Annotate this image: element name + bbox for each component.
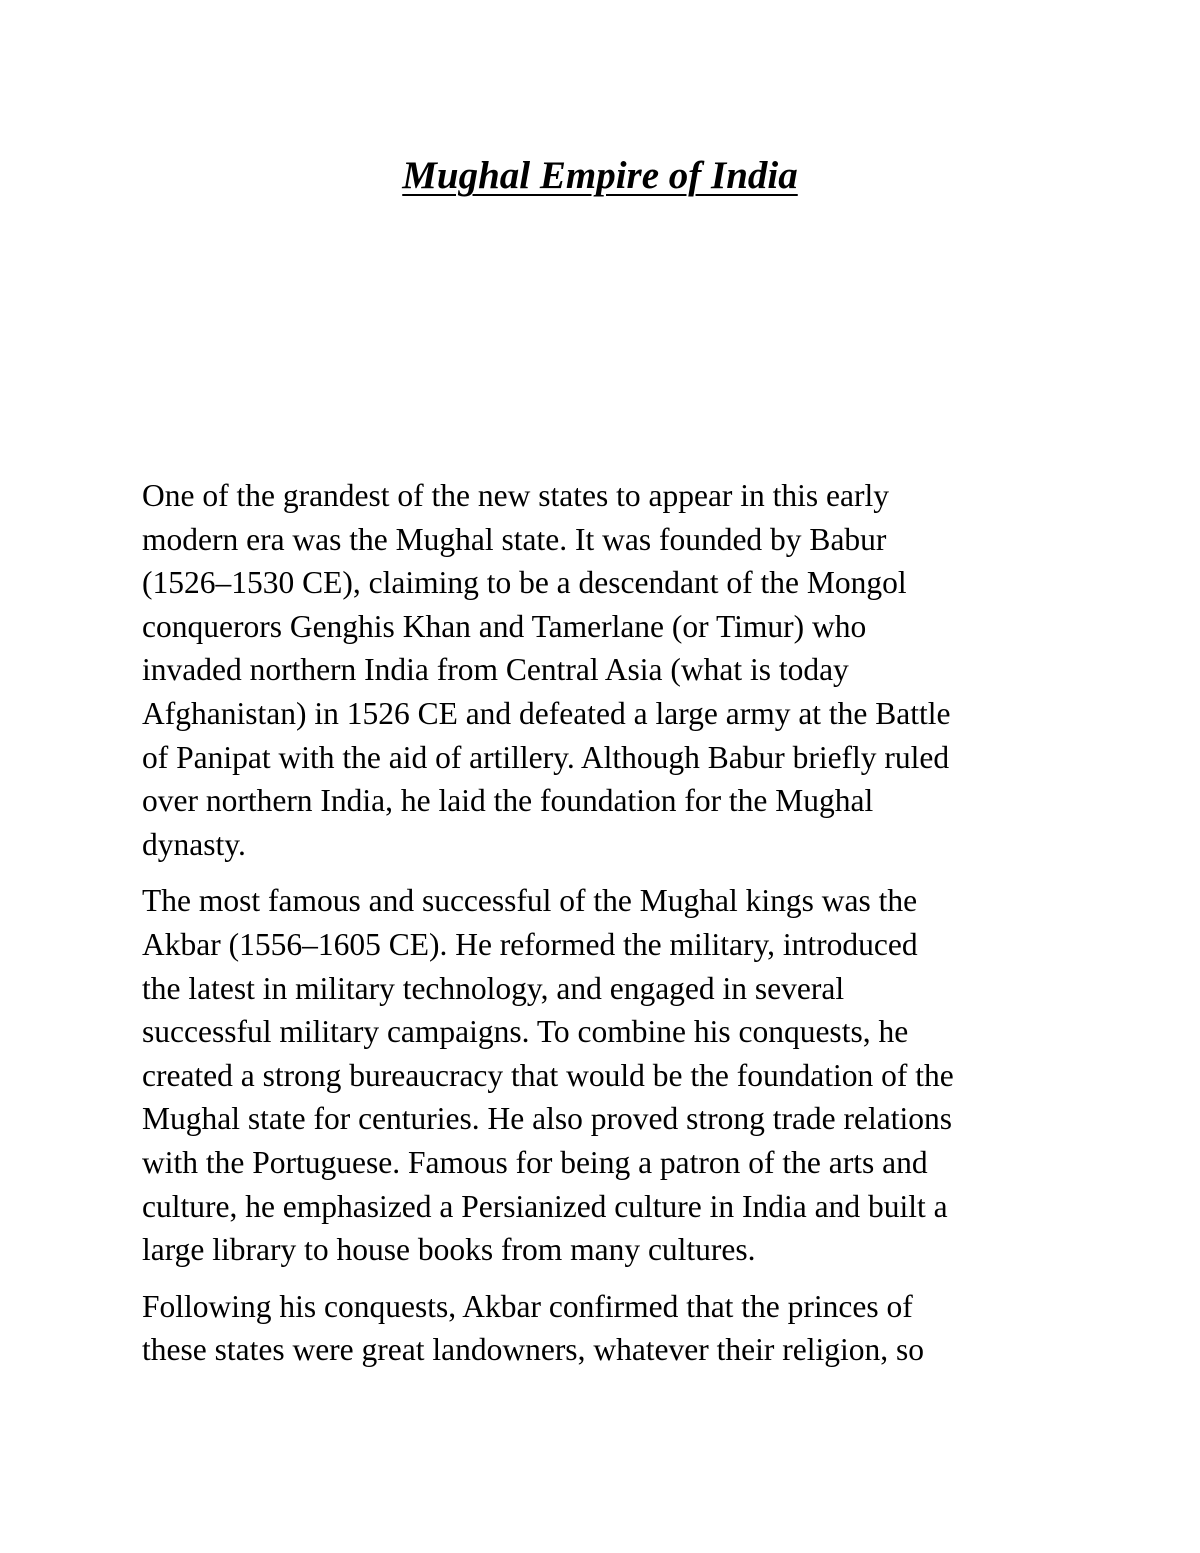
text-line: of Panipat with the aid of artillery. Although Babur briefly ruled: [142, 739, 950, 775]
text-line: these states were great landowners, whatever their religion, so: [142, 1332, 924, 1368]
text-line: Mughal state for centuries. He also proved strong trade relations: [142, 1101, 953, 1137]
text-line: with the Portuguese. Famous for being a patron of the arts and: [142, 1144, 928, 1180]
text-line: (1526–1530 CE), claiming to be a descendant of the Mongol: [142, 565, 907, 601]
text-line: large library to house books from many cultures.: [142, 1232, 756, 1268]
text-line: Afghanistan) in 1526 CE and defeated a large army at the Battle: [142, 695, 951, 731]
text-line: successful military campaigns. To combine his conquests, he: [142, 1014, 909, 1050]
paragraph-1: [142, 474, 1062, 866]
document-body: [142, 474, 1062, 1385]
text-line: Akbar (1556–1605 CE). He reformed the military, introduced: [142, 926, 918, 962]
text-line: The most famous and successful of the Mughal kings was the: [142, 883, 918, 919]
text-line: conquerors Genghis Khan and Tamerlane (or Timur) who: [142, 608, 867, 644]
text-line: created a strong bureaucracy that would be the foundation of the: [142, 1057, 954, 1093]
text-line: culture, he emphasized a Persianized culture in India and built a: [142, 1188, 948, 1224]
text-line: Following his conquests, Akbar confirmed that the princes of: [142, 1288, 913, 1324]
text-line: modern era was the Mughal state. It was founded by Babur: [142, 521, 887, 557]
paragraph-3: [142, 1285, 1062, 1372]
text-line: dynasty.: [142, 826, 246, 862]
text-line: the latest in military technology, and engaged in several: [142, 970, 845, 1006]
text-line: invaded northern India from Central Asia (what is today: [142, 652, 849, 688]
paragraph-2: [142, 879, 1062, 1271]
document-title: Mughal Empire of India: [402, 154, 798, 197]
text-line: One of the grandest of the new states to appear in this early: [142, 478, 890, 513]
text-line: over northern India, he laid the foundation for the Mughal: [142, 783, 874, 819]
